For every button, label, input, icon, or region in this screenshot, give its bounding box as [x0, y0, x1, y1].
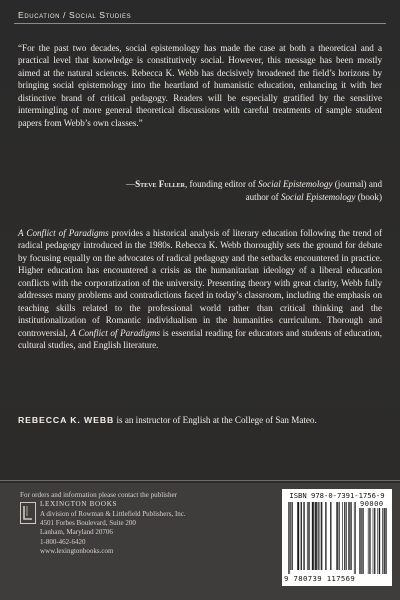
barcode-bar — [382, 508, 383, 574]
publisher-line: 1-800-462-6420 — [40, 537, 86, 546]
barcode-bar — [303, 502, 304, 570]
barcode-bar — [312, 502, 313, 570]
category-divider — [14, 23, 386, 24]
barcode-bar — [346, 502, 347, 570]
barcode-bar — [313, 502, 314, 570]
endorsement-quote: “For the past two decades, social epistemology has made the case at both a theoretical and a practical level that knowledge is constitutively social. However, this message has been mostly aimed at the natural sciences. Rebecca K. Webb has decisively broadened the field’s horizons by bringing social epistemology into the heartland of humanistic education, enhancing it with her distinctive brand of critical pedagogy. Readers will be especially gratified by the sensitive intermingling of more general theoretical discussions with careful treatments of sample student papers from Webb’s own classes.” — [18, 43, 382, 128]
barcode-bar — [318, 502, 319, 570]
publisher-note: For orders and information please contact the publisher — [20, 491, 178, 499]
barcode-bar — [288, 502, 289, 574]
attribution-line-2 — [18, 191, 382, 204]
barcode-bar — [289, 502, 290, 574]
barcode-bar — [292, 502, 293, 570]
barcode-bar — [304, 502, 305, 570]
endorsement-attribution — [18, 178, 382, 203]
description-title: A Conflict of Paradigms — [18, 228, 109, 238]
barcode-bar — [299, 502, 300, 570]
barcode-bar — [336, 502, 337, 570]
barcode-bar — [374, 508, 375, 574]
barcode-bar — [385, 508, 386, 574]
book-description — [18, 227, 382, 352]
barcode-bar — [377, 508, 378, 574]
barcode-bar — [307, 502, 308, 570]
barcode-bar — [348, 502, 349, 570]
barcode-bar — [344, 502, 345, 570]
publisher-line: 4501 Forbes Boulevard, Suite 200 — [40, 519, 136, 528]
barcode-bar — [337, 502, 338, 570]
barcode-bar — [325, 502, 326, 570]
publisher-name: LEXINGTON BOOKS — [40, 500, 118, 508]
barcode-bar — [368, 508, 369, 574]
barcode-bar — [320, 502, 321, 570]
barcode-bar — [321, 502, 322, 570]
attribution-journal-suffix: (journal) and — [332, 179, 382, 189]
addon-barcode — [359, 508, 387, 574]
barcode-bar — [290, 502, 291, 570]
barcode-bar — [355, 502, 356, 574]
barcode-bar — [375, 508, 376, 574]
barcode-bar — [313, 502, 314, 570]
barcode-bar — [330, 502, 331, 570]
description-text-2: is essential reading for educators and students of education, cultural studies, and English literature. — [18, 327, 382, 351]
barcode-bar — [309, 502, 310, 570]
barcode-bar — [315, 502, 316, 570]
barcode-bar — [345, 502, 346, 570]
author-name: REBECCA K. WEBB — [18, 415, 115, 425]
barcode-bar — [326, 502, 327, 570]
barcode-bar — [308, 502, 309, 570]
publisher-address — [40, 510, 186, 556]
barcode-bar — [363, 508, 364, 574]
author-bio-text: is an instructor of English at the College of San Mateo. — [114, 415, 317, 425]
barcode-bar — [379, 508, 380, 574]
publisher-line: A division of Rowman & Littlefield Publishers, Inc. — [40, 510, 186, 518]
barcode-bar — [301, 502, 302, 570]
barcode-bar — [298, 502, 299, 570]
barcode-bar — [351, 502, 352, 570]
barcode-bar — [359, 508, 360, 574]
price-addon-code: 90000 — [360, 500, 384, 508]
barcode-bar — [360, 508, 361, 574]
barcode-bar — [354, 502, 355, 574]
barcode-digits: 9 780739 117569 — [284, 574, 356, 583]
attribution-name: Steve Fuller — [135, 179, 185, 189]
barcode-bar — [373, 508, 374, 574]
description-text-1: provides a historical analysis of literary education following the trend of radical pedagogy introduced in the 1980s. Rebecca K. Webb thoroughly sets the ground for debate by focusing equally on the advocates of radical pedagogy and the setbacks encountered in practice. Higher education has encountered a crisis as the humanitarian ideology of a liberal education conflicts with the corporatization of the university. Presenting theory with great clarity, Webb fully addresses many problems and contradictions faced in today’s classroom, including the emphasis on teaching skills related to the professional world rather than critical thinking and the institutionalization of Romantic individualism in the humanities curriculum. Thorough and controversial, — [18, 228, 383, 338]
author-bio — [18, 414, 382, 426]
barcode-bar — [361, 508, 362, 574]
barcode-bar — [370, 508, 371, 574]
lexington-logo-icon — [20, 502, 36, 524]
attribution-journal: Social Epistemology — [257, 179, 333, 189]
band-divider — [0, 480, 400, 481]
ean-barcode — [288, 502, 356, 574]
description-title-2: A Conflict of Paradigms — [70, 327, 160, 338]
attribution-author-of: author of — [245, 191, 281, 202]
barcode-bar — [386, 508, 387, 574]
barcode-bar — [338, 502, 339, 570]
publisher-line: www.lexingtonbooks.com — [40, 546, 114, 555]
barcode-bar — [322, 502, 323, 570]
barcode-bar — [384, 508, 385, 574]
barcode-bar — [342, 502, 343, 570]
barcode-bar — [292, 502, 293, 570]
category-label: Education / Social Studies — [18, 10, 132, 20]
barcode-bar — [349, 502, 350, 570]
barcode-bar — [350, 502, 351, 570]
attribution-role: , founding editor of — [184, 179, 258, 189]
barcode-bar — [369, 508, 370, 574]
attribution-book: Social Epistemology — [280, 191, 356, 202]
barcode-bar — [379, 508, 380, 574]
barcode-bar — [297, 502, 298, 570]
isbn-barcode — [282, 489, 392, 586]
attribution-dash: — — [125, 179, 136, 189]
barcode-bar — [362, 508, 363, 574]
barcode-bar — [315, 502, 316, 570]
barcode-bar — [339, 502, 340, 570]
barcode-bar — [384, 508, 385, 574]
barcode-bar — [301, 502, 302, 570]
attribution-book-suffix: (book) — [355, 191, 382, 202]
barcode-bar — [331, 502, 332, 570]
publisher-line: Lanham, Maryland 20706 — [40, 528, 113, 537]
isbn-label: ISBN 978-0-7391-1756-9 — [289, 491, 385, 500]
barcode-bar — [316, 502, 317, 570]
barcode-bar — [317, 502, 318, 570]
